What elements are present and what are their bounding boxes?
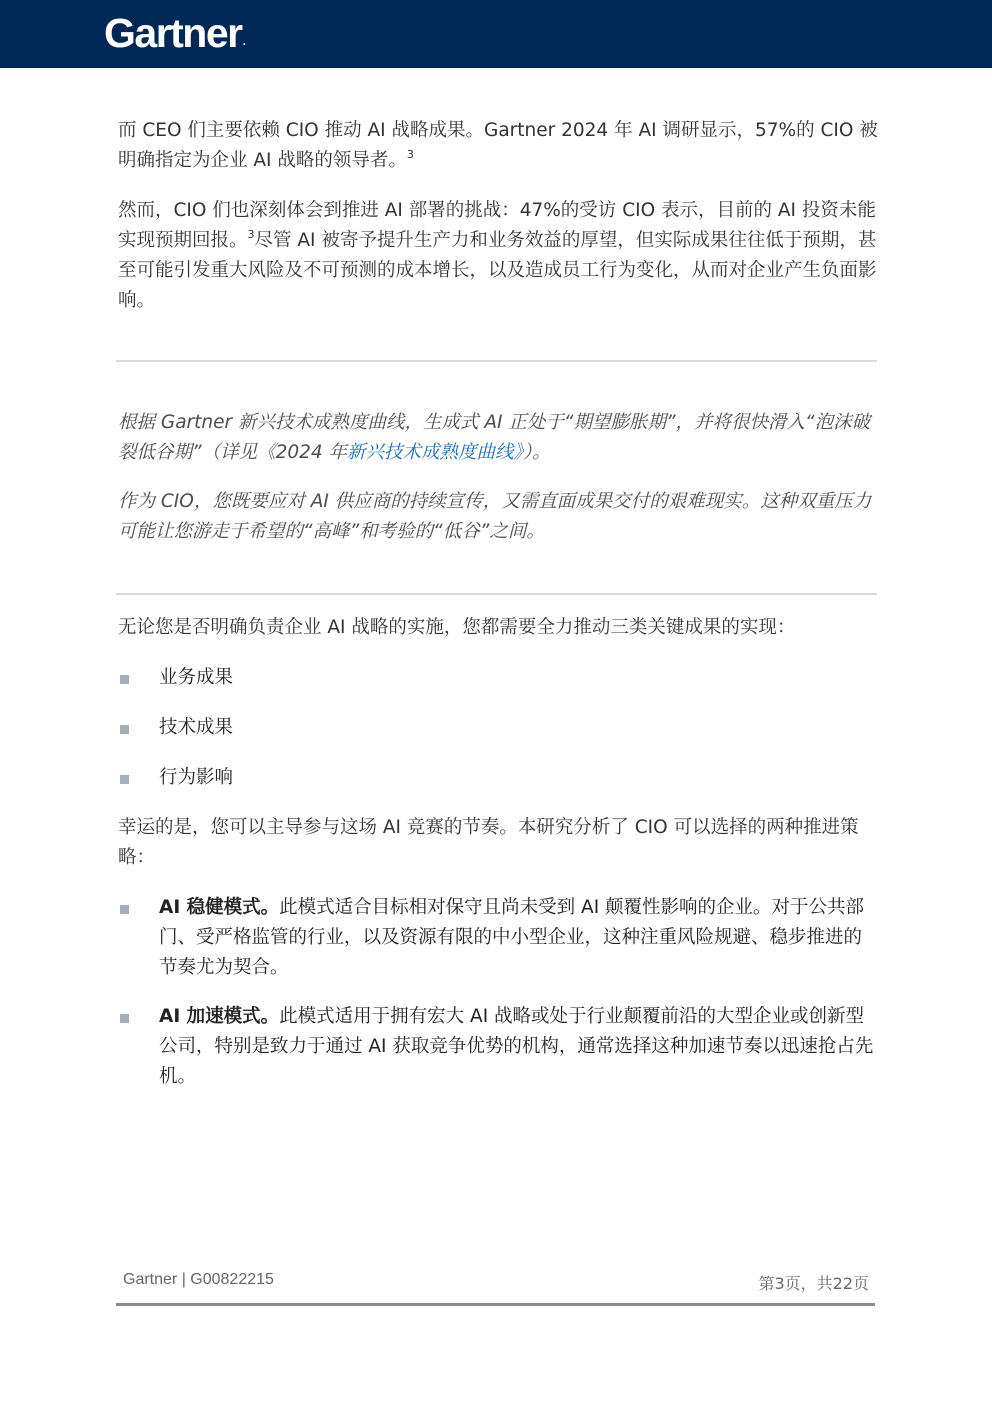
page-header xyxy=(0,0,992,68)
footer-page-number: 第3页，共22页 xyxy=(758,1274,869,1293)
footnote-ref[interactable]: 3 xyxy=(247,228,255,241)
callout-bottom-divider xyxy=(116,593,877,595)
paragraph-text: 而 CEO 们主要依赖 CIO 推动 AI 战略成果。Gartner 2024 年 AI 调研显示，57%的 CIO 被明确指定为企业 AI 战略的领导者。 xyxy=(118,120,878,171)
paragraph-ceo-cio xyxy=(118,116,878,176)
callout-hype-cycle xyxy=(118,408,878,468)
footer-divider xyxy=(116,1303,875,1306)
logo-text: Gartner xyxy=(104,10,242,56)
hype-cycle-link[interactable]: 新兴技术成熟度曲线》 xyxy=(347,442,523,463)
callout-dual-pressure: 作为 CIO，您既要应对 AI 供应商的持续宣传，又需直面成果交付的艰难现实。这种双重压力可能让您游走于希望的“高峰”和考验的“低谷”之间。 xyxy=(118,491,872,542)
callout-top-divider xyxy=(116,360,877,362)
list-item-behavior-impact: 行为影响 xyxy=(159,767,234,788)
paragraph-text: 尽管 AI 被寄予提升生产力和业务效益的厚望，但实际成果往往低于预期，甚至可能引发重大风险及不可预测的成本增长，以及造成员工行为变化，从而对企业产生负面影响。 xyxy=(118,230,877,311)
callout-text: ）。 xyxy=(522,442,551,463)
footnote-ref[interactable]: 3 xyxy=(406,148,414,161)
logo-mark: . xyxy=(242,34,246,48)
callout-text: 根据 Gartner 新兴技术成熟度曲线，生成式 AI 正处于“期望膨胀期”，并将很快滑入“泡沫破裂低谷期”（详见《2024 年 xyxy=(118,412,871,463)
paragraph-challenges xyxy=(118,196,878,316)
bullet-square-icon xyxy=(120,905,129,914)
strategy-text: 此模式适用于拥有宏大 AI 战略或处于行业颠覆前沿的大型企业或创新型公司，特别是致力于通过 AI 获取竞争优势的机构，通常选择这种加速节奏以迅速抢占先机。 xyxy=(159,1006,874,1087)
list-item-business-outcome: 业务成果 xyxy=(159,667,234,688)
footer-document-id: Gartner | G00822215 xyxy=(123,1271,274,1288)
strategy-title: AI 稳健模式。 xyxy=(159,897,280,918)
bullet-square-icon xyxy=(120,1014,129,1023)
list-item-accelerated-mode xyxy=(159,1002,877,1092)
strategy-title: AI 加速模式。 xyxy=(159,1006,280,1027)
strategies-intro: 幸运的是，您可以主导参与这场 AI 竞赛的节奏。本研究分析了 CIO 可以选择的两种推进策略： xyxy=(118,817,859,868)
bullet-square-icon xyxy=(120,725,129,734)
paragraph-text: 然而，CIO 们也深刻体会到推进 AI 部署的挑战：47%的受访 CIO 表示，目前的 AI 投资未能实现预期回报。 xyxy=(118,200,876,251)
outcomes-intro: 无论您是否明确负责企业 AI 战略的实施，您都需要全力推动三类关键成果的实现： xyxy=(118,617,796,638)
strategy-text: 此模式适合目标相对保守且尚未受到 AI 颠覆性影响的企业。对于公共部门、受严格监管的行业，以及资源有限的中小型企业，这种注重风险规避、稳步推进的节奏尤为契合。 xyxy=(159,897,865,978)
list-item-steady-mode xyxy=(159,893,877,983)
bullet-square-icon xyxy=(120,675,129,684)
list-item-tech-outcome: 技术成果 xyxy=(159,717,234,738)
gartner-logo[interactable] xyxy=(104,8,246,66)
bullet-square-icon xyxy=(120,775,129,784)
